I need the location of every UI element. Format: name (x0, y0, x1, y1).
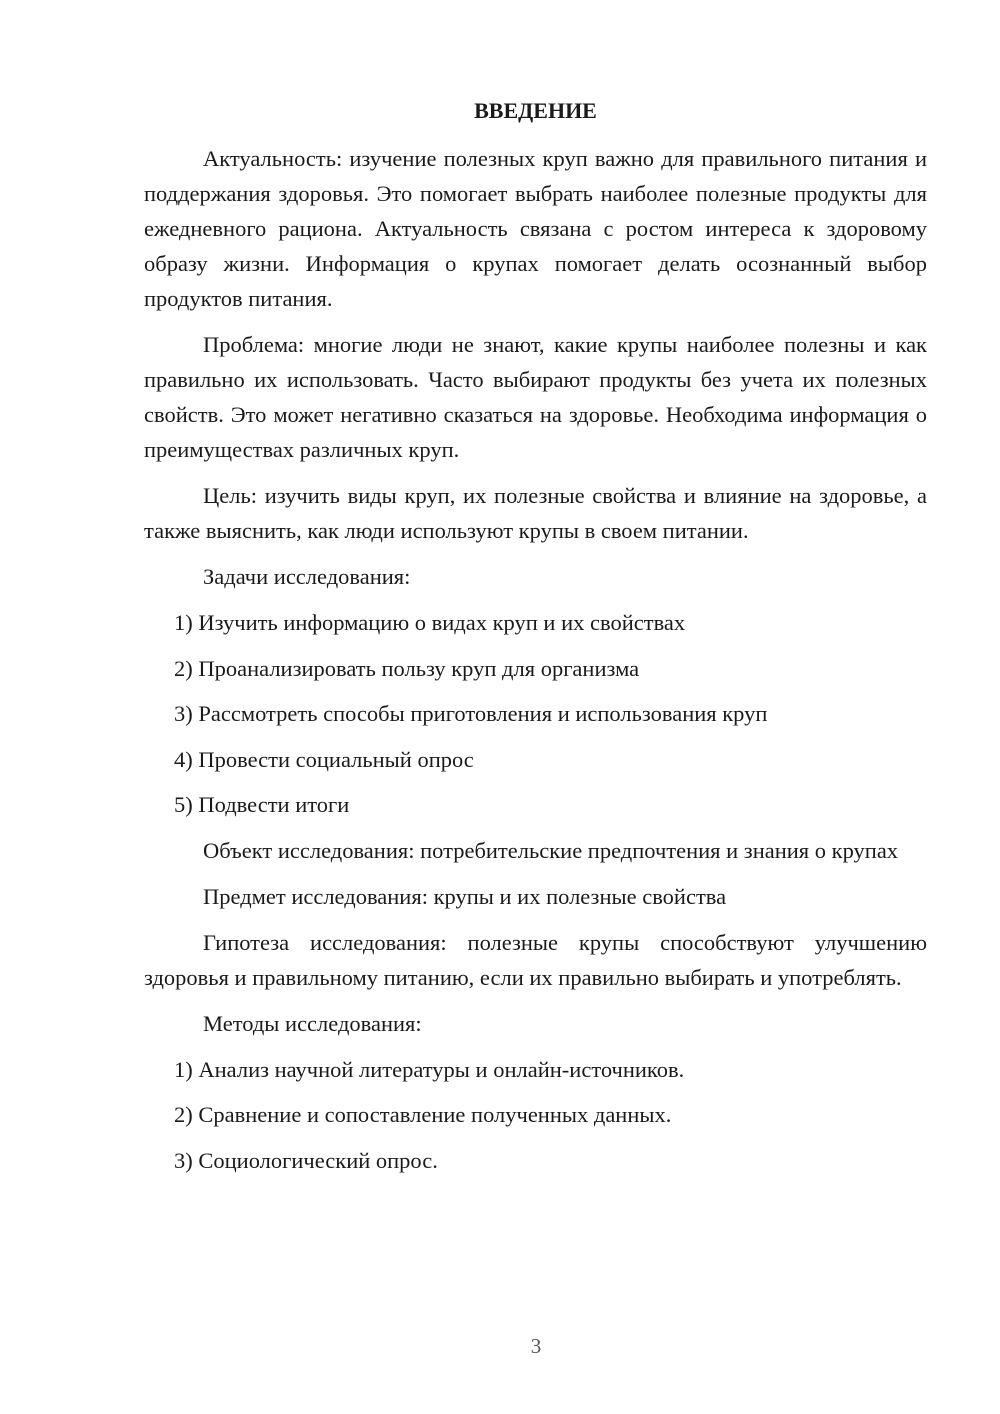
section-title: ВВЕДЕНИЕ (474, 98, 597, 123)
list-item: 1) Анализ научной литературы и онлайн-источников. (174, 1056, 685, 1082)
paragraph-problem: Проблема: многие люди не знают, какие крупы наиболее полезны и как правильно их использовать. Часто выбирают продукты без учета их полезных свойств. Это может негативно сказаться на здоровье. Необходима информация о преимуществах различных круп. (144, 332, 927, 462)
paragraph-relevance: Актуальность: изучение полезных круп важно для правильного питания и поддержания здоровья. Это помогает выбрать наиболее полезные продукты для ежедневного рациона. Актуальность связана с ростом интереса к здоровому образу жизни. Информация о крупах помогает делать осознанный выбор продуктов питания. (144, 146, 927, 311)
list-item: 5) Подвести итоги (174, 792, 350, 817)
paragraph-goal: Цель: изучить виды круп, их полезные свойства и влияние на здоровье, а также выяснить, как люди используют крупы в своем питании. (144, 483, 927, 543)
methods-heading: Методы исследования: (203, 1010, 422, 1036)
tasks-list (144, 605, 927, 822)
page-number: 3 (530, 1334, 542, 1358)
list-item: 3) Социологический опрос. (174, 1147, 438, 1173)
list-item: 4) Провести социальный опрос (174, 746, 474, 772)
list-item: 2) Сравнение и сопоставление полученных данных. (174, 1102, 672, 1127)
list-item: 2) Проанализировать пользу круп для организма (174, 655, 640, 681)
paragraph-subject: Предмет исследования: крупы и их полезные свойства (203, 883, 727, 909)
paragraph-hypothesis: Гипотеза исследования: полезные крупы способствуют улучшению здоровья и правильному питанию, если их правильно выбирать и употреблять. (144, 929, 927, 990)
paragraph-object: Объект исследования: потребительские предпочтения и знания о крупах (203, 837, 899, 863)
list-item: 3) Рассмотреть способы приготовления и использования круп (174, 701, 768, 726)
list-item: 1) Изучить информацию о видах круп и их свойствах (174, 610, 686, 635)
tasks-heading: Задачи исследования: (203, 564, 411, 589)
page-content (144, 96, 927, 1188)
methods-list (144, 1052, 927, 1178)
